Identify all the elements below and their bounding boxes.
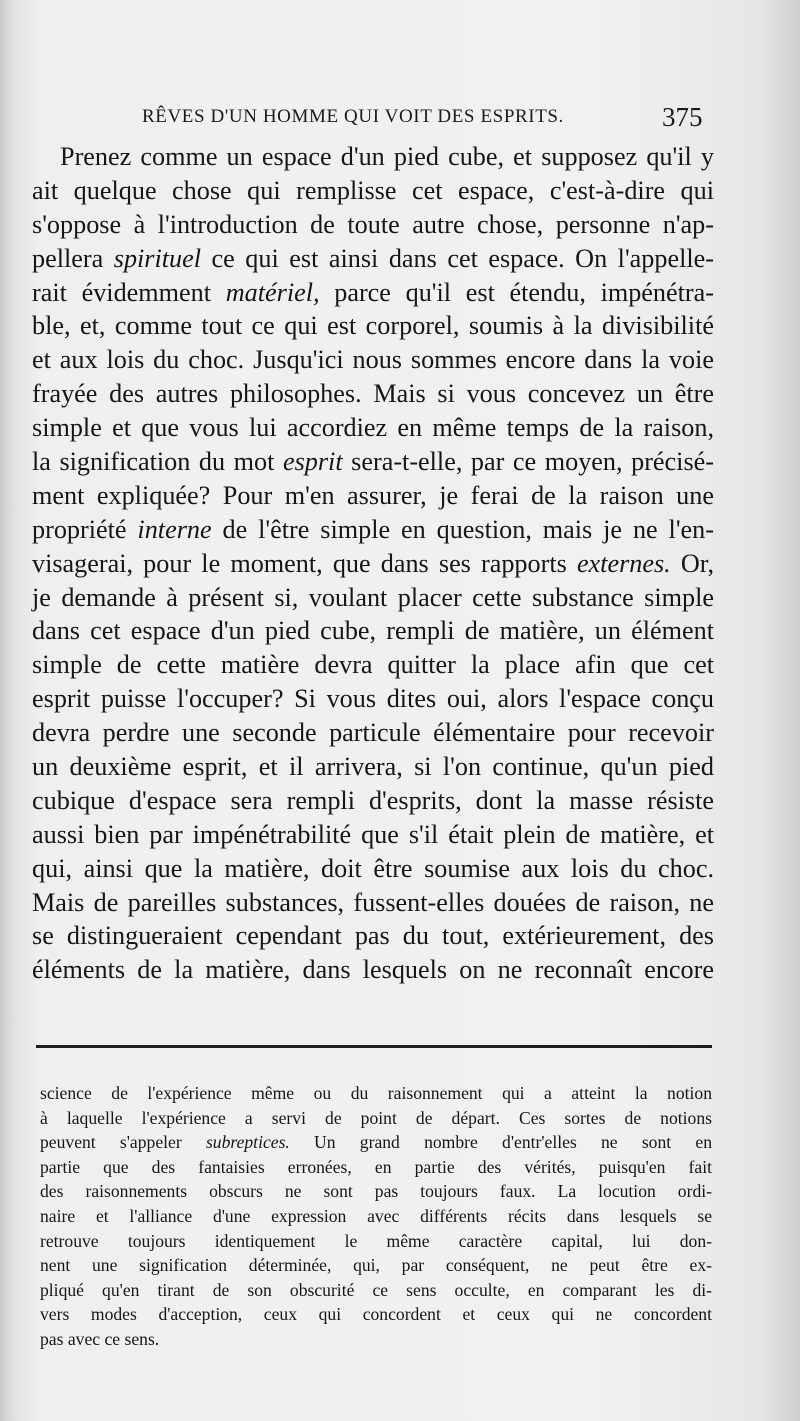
- footnote-rule: [36, 1045, 712, 1048]
- page-number: 375: [662, 102, 703, 132]
- text-run: de l'être simple en question, mais je ne l'en-: [211, 514, 714, 544]
- text-line: se distingueraient cependant pas du tout, extérieurement, des: [32, 921, 714, 951]
- text-line: [32, 445, 714, 479]
- text-line: ble, et, comme tout ce qui est corporel, soumis à la divisibilité: [32, 311, 714, 341]
- text-line: esprit puisse l'occuper? Si vous dites oui, alors l'espace conçu: [32, 684, 714, 714]
- footnote-line: pas avec ce sens.: [40, 1328, 160, 1349]
- text-line: [32, 547, 714, 581]
- text-line: Prenez comme un espace d'un pied cube, et supposez qu'il y: [60, 142, 714, 171]
- italic-term: esprit: [282, 447, 343, 477]
- text-run: sera-t-elle, par ce moyen, précisé-: [342, 447, 714, 477]
- text-run: rait évidemment: [32, 277, 226, 307]
- footnote-line: naire et l'alliance d'une expression avec différents récits dans lesquels se: [40, 1205, 712, 1226]
- text-run: Or,: [670, 548, 714, 578]
- text-run: visagerai, pour le moment, que dans ses rapports: [32, 548, 577, 578]
- footnote-line: vers modes d'acception, ceux qui concordent et ceux qui ne concordent: [40, 1304, 712, 1325]
- running-title: RÊVES D'UN HOMME QUI VOIT DES ESPRITS.: [142, 106, 564, 127]
- text-line: aussi bien par impénétrabilité que s'il était plein de matière, et: [32, 819, 714, 849]
- text-line: [32, 242, 714, 276]
- page-header: [0, 100, 800, 140]
- footnote-line: [40, 1130, 712, 1155]
- text-run: peuvent s'appeler: [40, 1132, 206, 1153]
- text-run: parce qu'il est étendu, impénétra-: [319, 277, 714, 307]
- italic-term: externes.: [576, 548, 671, 578]
- main-text: [32, 140, 714, 987]
- footnote-line: science de l'expérience même ou du raisonnement qui a atteint la notion: [40, 1083, 712, 1103]
- text-line: ment expliquée? Pour m'en assurer, je ferai de la raison une: [32, 480, 714, 510]
- text-line: cubique d'espace sera rempli d'esprits, dont la masse résiste: [32, 785, 714, 815]
- text-line: éléments de la matière, dans lesquels on ne reconnaît encore: [32, 955, 714, 985]
- text-line: dans cet espace d'un pied cube, rempli de matière, un élément: [32, 616, 714, 646]
- text-line: s'oppose à l'introduction de toute autre chose, personne n'ap-: [32, 209, 714, 239]
- footnote-line: des raisonnements obscurs ne sont pas toujours faux. La locution ordi-: [40, 1181, 712, 1202]
- text-run: pellera: [32, 243, 114, 273]
- italic-term: subreptices.: [205, 1132, 290, 1153]
- text-run: la signification du mot: [32, 447, 283, 477]
- italic-term: matériel,: [225, 277, 320, 307]
- text-line: [32, 276, 714, 310]
- footnote-line: à laquelle l'expérience a servi de point de départ. Ces sortes de notions: [40, 1107, 712, 1128]
- text-line: je demande à présent si, voulant placer cette substance simple: [32, 582, 714, 612]
- italic-term: spirituel: [113, 243, 202, 273]
- text-line: simple et que vous lui accordiez en même temps de la raison,: [32, 413, 714, 443]
- text-line: ait quelque chose qui remplisse cet espace, c'est-à-dire qui: [32, 175, 714, 205]
- text-line: simple de cette matière devra quitter la place afin que cet: [32, 650, 714, 680]
- footnote-line: nent une signification déterminée, qui, par conséquent, ne peut être ex-: [40, 1255, 712, 1276]
- italic-term: interne: [137, 514, 212, 544]
- text-line: frayée des autres philosophes. Mais si vous concevez un être: [32, 379, 714, 409]
- footnote-text: [40, 1081, 712, 1352]
- text-run: ce qui est ainsi dans cet espace. On l'appelle-: [201, 243, 714, 273]
- footnote-line: partie que des fantaisies erronées, en partie des vérités, puisqu'en fait: [40, 1156, 712, 1177]
- text-run: propriété: [32, 514, 138, 544]
- footnote-line: retrouve toujours identiquement le même caractère capital, lui don-: [40, 1230, 712, 1251]
- footnote-line: pliqué qu'en tirant de son obscurité ce sens occulte, en comparant les di-: [40, 1279, 712, 1300]
- text-line: un deuxième esprit, et il arrivera, si l'on continue, qu'un pied: [32, 752, 714, 782]
- text-line: devra perdre une seconde particule élémentaire pour recevoir: [32, 718, 714, 748]
- text-line: qui, ainsi que la matière, doit être soumise aux lois du choc.: [32, 853, 714, 883]
- text-line: [32, 513, 714, 547]
- text-line: Mais de pareilles substances, fussent-elles douées de raison, ne: [32, 887, 714, 917]
- text-line: et aux lois du choc. Jusqu'ici nous sommes encore dans la voie: [32, 345, 714, 375]
- text-run: Un grand nombre d'entr'elles ne sont en: [289, 1132, 712, 1153]
